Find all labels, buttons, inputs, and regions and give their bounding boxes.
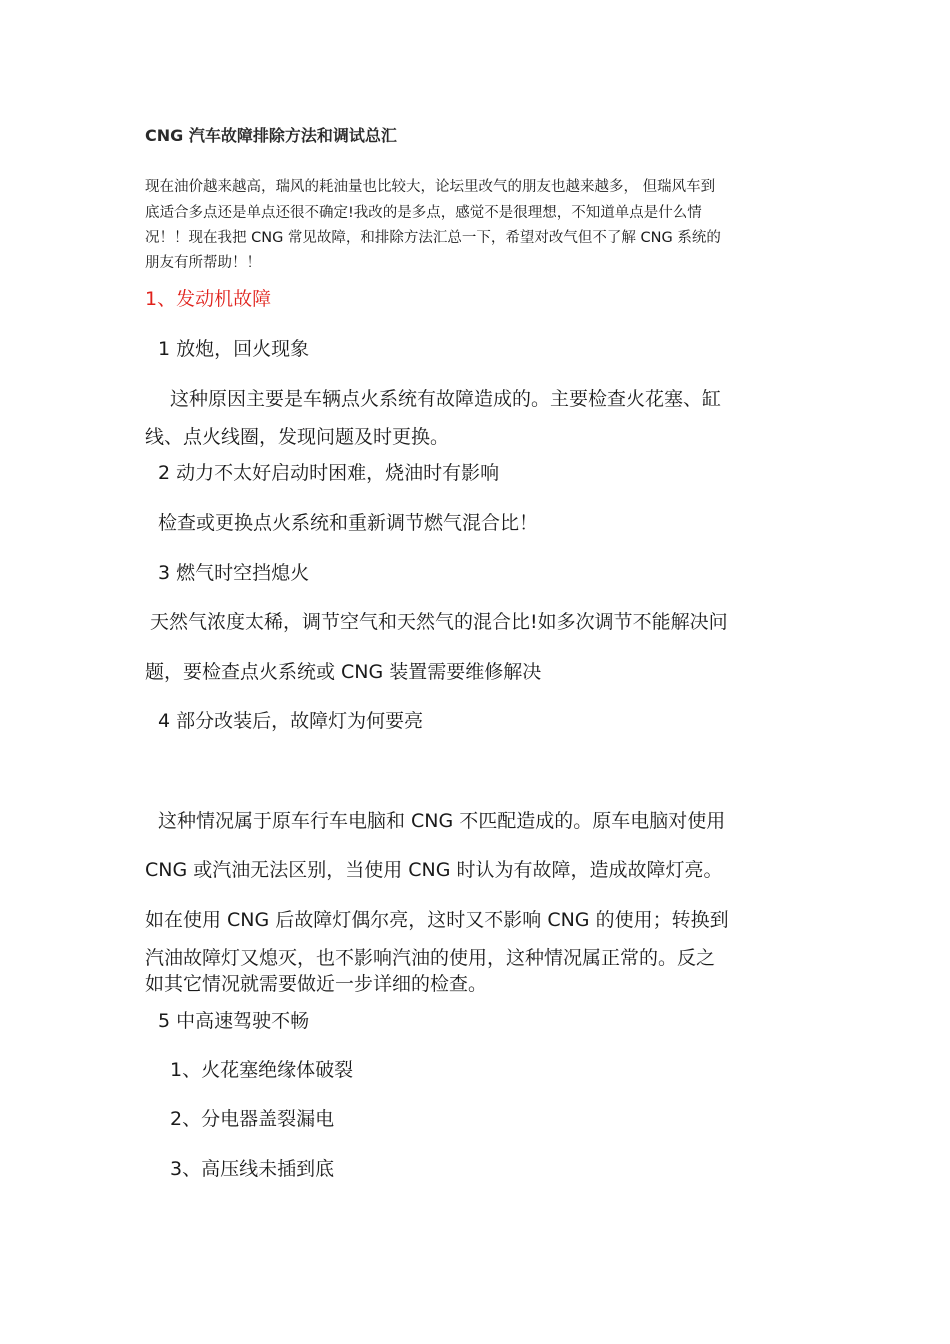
fault-cause-item: 1、火花塞绝缘体破裂 [170, 1059, 354, 1081]
fault-body-line: 天然气浓度太稀，调节空气和天然气的混合比!如多次调节不能解决问 [150, 611, 728, 633]
section-heading: 1、发动机故障 [145, 288, 272, 310]
fault-heading: 3 燃气时空挡熄火 [158, 562, 310, 584]
fault-cause-item: 3、高压线未插到底 [170, 1158, 335, 1180]
fault-body-line: 这种情况属于原车行车电脑和 CNG 不匹配造成的。原车电脑对使用 [158, 810, 726, 832]
fault-body-line: CNG 或汽油无法区别，当使用 CNG 时认为有故障，造成故障灯亮。 [145, 859, 723, 881]
intro-paragraph-line: 现在油价越来越高，瑞风的耗油量也比较大，论坛里改气的朋友也越来越多， 但瑞风车到 [145, 179, 716, 195]
fault-body-line: 如其它情况就需要做近一步详细的检查。 [145, 973, 488, 995]
document-title: CNG 汽车故障排除方法和调试总汇 [145, 126, 397, 145]
intro-paragraph-line: 朋友有所帮助！！ [145, 255, 261, 271]
fault-heading: 2 动力不太好启动时困难，烧油时有影响 [158, 462, 500, 484]
fault-body-line: 线、点火线圈，发现问题及时更换。 [145, 426, 450, 448]
fault-body-line: 这种原因主要是车辆点火系统有故障造成的。主要检查火花塞、缸 [170, 388, 722, 410]
fault-body-line: 汽油故障灯又熄灭，也不影响汽油的使用，这种情况属正常的。反之 [145, 947, 716, 969]
fault-cause-item: 2、分电器盖裂漏电 [170, 1108, 335, 1130]
fault-body-line: 题，要检查点火系统或 CNG 装置需要维修解决 [145, 661, 542, 683]
fault-body-line: 如在使用 CNG 后故障灯偶尔亮，这时又不影响 CNG 的使用；转换到 [145, 909, 729, 931]
fault-heading: 4 部分改装后，故障灯为何要亮 [158, 710, 424, 732]
intro-paragraph-line: 底适合多点还是单点还很不确定!我改的是多点，感觉不是很理想，不知道单点是什么情 [145, 205, 702, 221]
fault-heading: 5 中高速驾驶不畅 [158, 1010, 310, 1032]
fault-heading: 1 放炮，回火现象 [158, 338, 310, 360]
fault-body-line: 检查或更换点火系统和重新调节燃气混合比！ [158, 512, 539, 534]
intro-paragraph-line: 况！！现在我把 CNG 常见故障，和排除方法汇总一下，希望对改气但不了解 CNG 系统的 [145, 230, 721, 246]
